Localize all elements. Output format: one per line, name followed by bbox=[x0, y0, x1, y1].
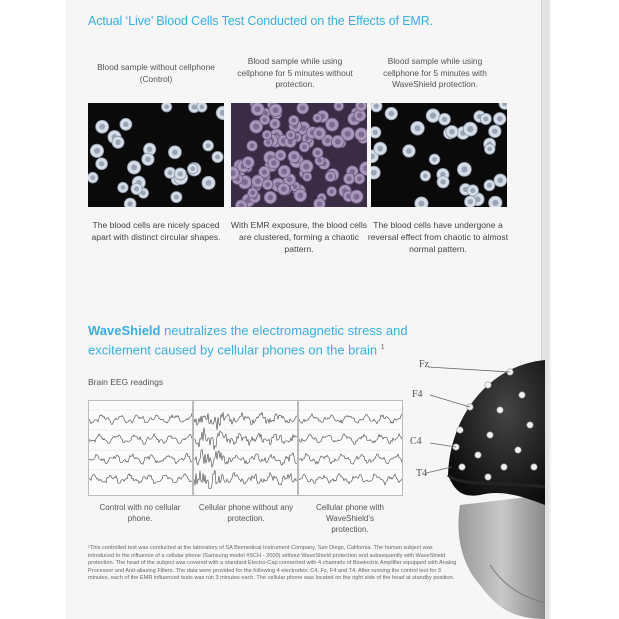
eeg-panel-control bbox=[88, 400, 193, 496]
blood-cell bbox=[439, 113, 451, 125]
blood-cell bbox=[262, 179, 273, 190]
eeg-title: Brain EEG readings bbox=[88, 377, 164, 387]
eeg-trace bbox=[299, 474, 402, 485]
eeg-trace bbox=[194, 412, 297, 430]
blood-cell bbox=[437, 176, 449, 188]
blood-cell bbox=[247, 140, 258, 151]
sample-description-protected: The blood cells have undergone a reversal effect from chaotic to almost normal pattern. bbox=[367, 220, 509, 254]
eeg-trace bbox=[194, 428, 297, 450]
blood-cell bbox=[314, 198, 326, 207]
blood-cell bbox=[278, 165, 291, 178]
electrode-dot bbox=[487, 432, 493, 438]
blood-cell bbox=[325, 118, 338, 131]
blood-cell bbox=[294, 189, 307, 202]
blood-cell bbox=[161, 103, 171, 112]
blood-cell bbox=[264, 191, 277, 204]
blood-cell bbox=[120, 118, 132, 130]
blood-cell bbox=[371, 166, 380, 179]
blood-cell bbox=[96, 120, 109, 133]
blood-cell bbox=[90, 144, 103, 157]
blood-cell bbox=[327, 186, 337, 196]
blood-cell bbox=[197, 103, 207, 112]
micrograph-protected bbox=[371, 103, 507, 207]
blood-cell bbox=[275, 150, 286, 161]
blood-cell bbox=[354, 173, 365, 184]
blood-cell bbox=[331, 135, 344, 148]
electrode-dot bbox=[475, 452, 481, 458]
eeg-trace bbox=[89, 413, 192, 424]
electrode-dot bbox=[515, 447, 521, 453]
blood-cell bbox=[463, 122, 477, 136]
eeg-trace bbox=[299, 454, 402, 465]
blood-cell bbox=[403, 145, 416, 158]
blood-cell bbox=[411, 121, 425, 135]
blood-cell bbox=[288, 115, 298, 125]
electrode-dot bbox=[459, 464, 465, 470]
eeg-caption-protected: Cellular phone with WaveShield’s protection. bbox=[315, 503, 385, 534]
blood-cell bbox=[212, 151, 223, 162]
blood-cell bbox=[251, 103, 264, 116]
blood-cell bbox=[489, 125, 501, 137]
electrode-dot bbox=[531, 464, 537, 470]
blood-cell bbox=[242, 156, 254, 168]
eeg-panel-protected bbox=[298, 400, 403, 496]
electrode-label-fz: Fz bbox=[419, 359, 429, 370]
blood-cell bbox=[420, 171, 430, 181]
blood-cell bbox=[426, 109, 440, 123]
blood-cell bbox=[248, 188, 258, 198]
blood-cell bbox=[355, 103, 366, 111]
blood-cell bbox=[325, 171, 336, 182]
blood-cell bbox=[415, 197, 428, 207]
sample-heading-unprotected: Blood sample while using cellphone for 5 minutes without protection. bbox=[237, 56, 353, 89]
test-footnote: ¹This controlled test was conducted at the laboratory of SA Biomedical Instrument Company, San Diego, California. The human subject was introduced to the influence of a cellular phone (Samsung model #SCH - 2000) without WaveShield protection and subsequently with WaveShield protection. The head of the subject was covered with a standard Electro-Cap connected with 4 channels of Bioelectric Amplifier equipped with Analog Processor and Anti-aliasing Filters. The data were provided for the following 4 electrodes: C4, Fz, F4 and T4. After running the control test for 3 minutes, each of the EMR influenced tests was run 3 minutes each. The cellular phone was located on the right side of the head at standby position. bbox=[88, 545, 457, 582]
blood-cell bbox=[493, 113, 506, 126]
blood-cell bbox=[334, 103, 344, 111]
blood-cell bbox=[350, 190, 363, 203]
blood-cell bbox=[168, 146, 181, 159]
blood-cell bbox=[302, 172, 311, 181]
blood-cell bbox=[355, 128, 367, 141]
blood-cell bbox=[489, 196, 502, 207]
blood-cell bbox=[299, 160, 313, 174]
blood-cell bbox=[371, 103, 382, 112]
eeg-caption-unprotected: Cellular phone without any protection. bbox=[198, 503, 294, 523]
sample-description-control: The blood cells are nicely spaced apart with distinct circular shapes. bbox=[91, 220, 221, 242]
blood-cell bbox=[312, 147, 323, 158]
blood-cell bbox=[203, 140, 214, 151]
blood-cell bbox=[269, 104, 282, 117]
footnote-marker: 1 bbox=[380, 344, 385, 351]
blood-cell bbox=[142, 153, 154, 165]
blood-cell bbox=[269, 118, 280, 129]
sample-heading-protected: Blood sample while using cellphone for 5 minutes with WaveShield protection. bbox=[383, 56, 487, 89]
blood-cell bbox=[313, 114, 322, 123]
electrode-label-t4: T4 bbox=[416, 468, 428, 479]
blood-cell bbox=[374, 142, 387, 155]
blood-cell bbox=[171, 191, 182, 202]
blood-cell bbox=[313, 127, 326, 140]
blood-cell bbox=[385, 107, 397, 119]
sample-heading-control: Blood sample without cellphone (Control) bbox=[97, 62, 215, 84]
electrode-dot bbox=[485, 474, 491, 480]
page-title: Actual ‘Live’ Blood Cells Test Conducted on the Effects of EMR. bbox=[88, 14, 434, 28]
blood-cell bbox=[118, 182, 128, 192]
blood-cell bbox=[127, 161, 140, 174]
blood-cell bbox=[188, 164, 198, 174]
blood-cell bbox=[371, 127, 381, 138]
eeg-trace bbox=[89, 453, 192, 464]
eeg-trace bbox=[299, 434, 402, 445]
page-edge-highlight bbox=[549, 0, 551, 619]
blood-cell bbox=[297, 103, 309, 114]
eeg-trace bbox=[89, 434, 192, 445]
electrode-label-c4: C4 bbox=[410, 436, 422, 447]
blood-cell bbox=[343, 173, 354, 184]
blood-cell bbox=[480, 113, 491, 124]
blood-cell bbox=[262, 130, 272, 140]
blood-cell bbox=[112, 136, 124, 148]
blood-cell bbox=[260, 115, 270, 125]
blood-cell bbox=[202, 176, 215, 189]
electrode-dot bbox=[527, 422, 533, 428]
eeg-trace bbox=[89, 474, 192, 484]
blood-cell bbox=[131, 183, 142, 194]
blood-cell bbox=[299, 142, 309, 152]
electrode-dot bbox=[519, 392, 525, 398]
blood-cell bbox=[494, 174, 507, 187]
blood-cell bbox=[429, 154, 440, 165]
eeg-caption-control: Control with no cellular phone. bbox=[99, 503, 181, 523]
electrode-dot bbox=[485, 382, 491, 388]
headline-line2: excitement caused by cellular phones on the brain bbox=[88, 342, 378, 358]
blood-cell bbox=[96, 158, 108, 170]
blood-cell bbox=[88, 172, 98, 183]
eeg-trace bbox=[299, 414, 402, 424]
blood-cell bbox=[484, 180, 495, 191]
blood-cell bbox=[457, 162, 471, 176]
blood-cell bbox=[467, 185, 478, 196]
micrograph-control bbox=[88, 103, 224, 207]
blood-cell bbox=[446, 125, 458, 137]
blood-cell bbox=[174, 168, 186, 180]
waveshield-headline bbox=[88, 322, 408, 358]
electrode-dot bbox=[457, 427, 463, 433]
micrograph-unprotected bbox=[231, 103, 367, 207]
electrode-dot bbox=[501, 464, 507, 470]
brand-name: WaveShield bbox=[88, 323, 161, 338]
eeg-trace bbox=[194, 470, 297, 489]
sample-description-unprotected: With EMR exposure, the blood cells are clustered, forming a chaotic pattern. bbox=[230, 220, 368, 254]
blood-cell bbox=[286, 130, 296, 140]
blood-cell bbox=[288, 151, 300, 163]
headline-line1: neutralizes the electromagnetic stress and bbox=[160, 323, 408, 338]
electrode-dot bbox=[497, 407, 503, 413]
eeg-panel-unprotected bbox=[193, 400, 298, 496]
blood-cell bbox=[484, 144, 495, 155]
eeg-trace bbox=[194, 450, 297, 468]
blood-cell bbox=[124, 198, 136, 207]
blood-cell bbox=[278, 183, 290, 195]
electrode-label-f4: F4 bbox=[412, 389, 423, 400]
blood-cell bbox=[464, 196, 476, 207]
